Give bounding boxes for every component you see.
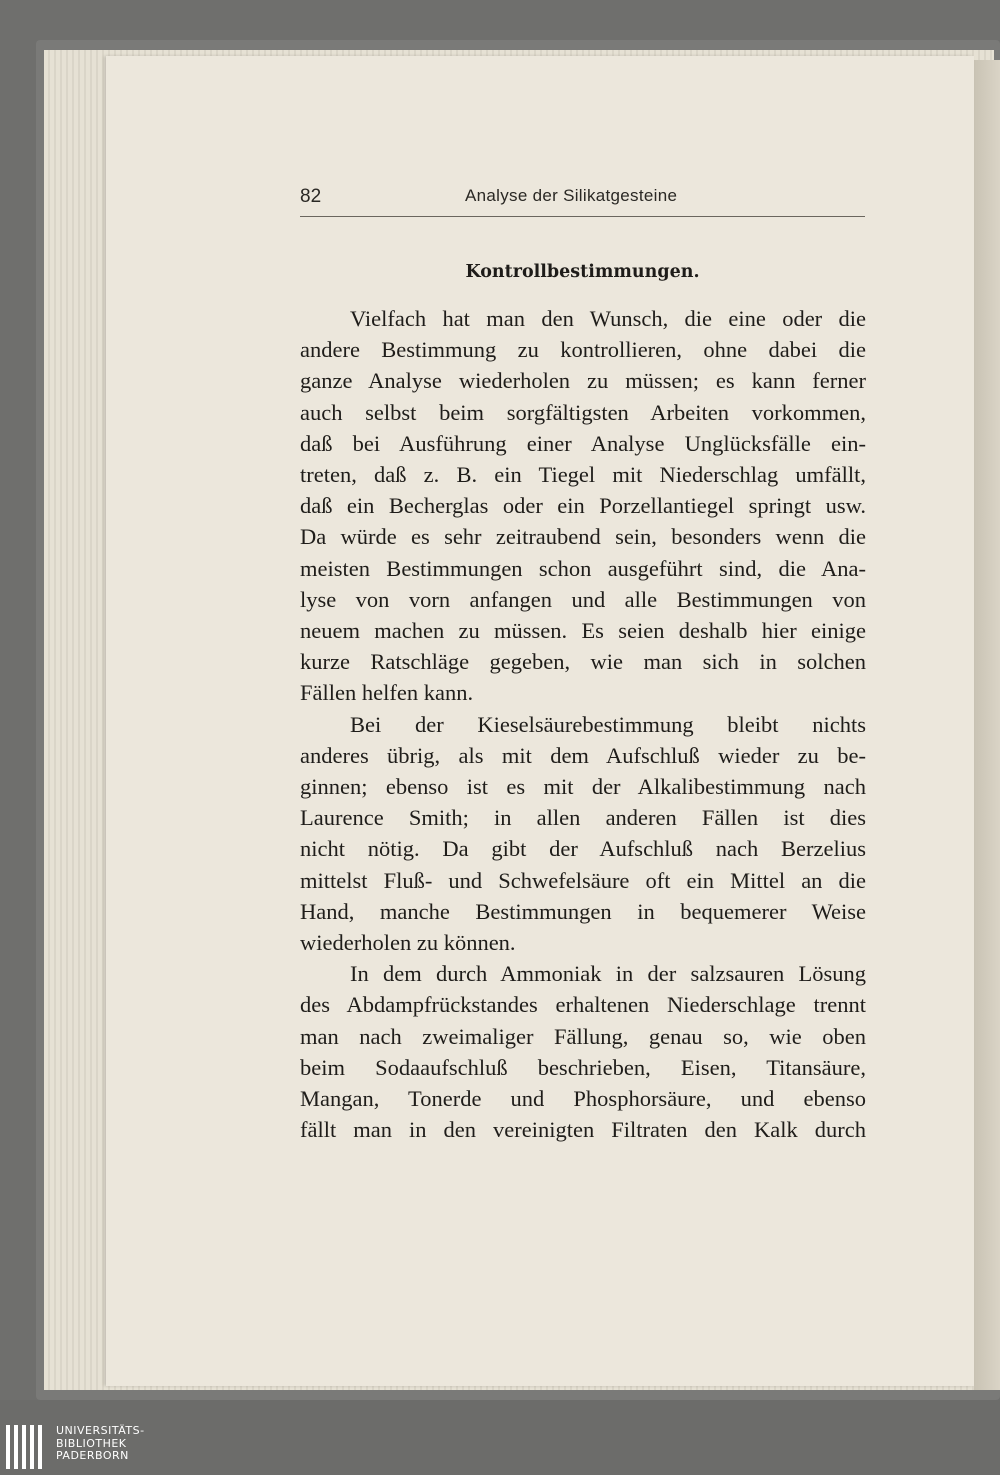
- text-line: In dem durch Ammoniak in der salzsauren Lösung: [350, 961, 866, 987]
- paragraph-1: [300, 303, 866, 709]
- section-heading: Kontrollbestimmungen.: [465, 262, 700, 282]
- paragraph-2: [300, 709, 866, 959]
- text-line: fällt man in den vereinigten Filtraten den Kalk durch: [300, 1117, 866, 1143]
- paragraph-3: [300, 958, 866, 1145]
- text-line: meisten Bestimmungen schon ausgeführt sind, die Ana-: [300, 555, 866, 581]
- page-number: 82: [300, 186, 322, 207]
- text-line: lyse von vorn anfangen und alle Bestimmungen von: [300, 586, 866, 612]
- body-text: [300, 303, 866, 1145]
- text-line: Bei der Kieselsäurebestimmung bleibt nichts: [350, 711, 866, 737]
- text-line: beim Sodaaufschluß beschrieben, Eisen, Titansäure,: [300, 1054, 866, 1080]
- running-title: Analyse der Silikatgesteine: [465, 186, 678, 205]
- text-line: daß ein Becherglas oder ein Porzellantiegel springt usw.: [300, 493, 866, 519]
- text-line: daß bei Ausführung einer Analyse Unglücksfälle ein-: [300, 430, 866, 456]
- text-line: anderes übrig, als mit dem Aufschluß wieder zu be-: [300, 742, 866, 768]
- text-line: nicht nötig. Da gibt der Aufschluß nach Berzelius: [300, 836, 866, 862]
- running-header: [300, 182, 865, 217]
- text-line: mittelst Fluß- und Schwefelsäure oft ein Mittel an die: [300, 867, 866, 893]
- text-line: treten, daß z. B. ein Tiegel mit Niederschlag umfällt,: [300, 462, 866, 488]
- logo-line-3: PADERBORN: [56, 1449, 129, 1462]
- text-line: ganze Analyse wiederholen zu müssen; es kann ferner: [300, 368, 866, 394]
- text-line: wiederholen zu können.: [300, 930, 516, 956]
- logo-line-1: UNIVERSITÄTS-: [56, 1424, 145, 1437]
- text-line: auch selbst beim sorgfältigsten Arbeiten vorkommen,: [300, 399, 866, 425]
- text-line: ginnen; ebenso ist es mit der Alkalibestimmung nach: [300, 774, 866, 800]
- library-logo-text: [56, 1425, 145, 1463]
- text-line: man nach zweimaliger Fällung, genau so, wie oben: [300, 1023, 866, 1049]
- logo-line-2: BIBLIOTHEK: [56, 1436, 127, 1450]
- text-line: Hand, manche Bestimmungen in bequemerer Weise: [300, 898, 866, 924]
- text-line: Da würde es sehr zeitraubend sein, besonders wenn die: [300, 524, 866, 550]
- text-line: andere Bestimmung zu kontrollieren, ohne dabei die: [300, 337, 866, 363]
- text-line: kurze Ratschläge gegeben, wie man sich in solchen: [300, 649, 866, 675]
- scan-footer: [0, 1400, 1000, 1475]
- text-line: Laurence Smith; in allen anderen Fällen ist dies: [300, 805, 866, 831]
- text-line: neuem machen zu müssen. Es seien deshalb hier einige: [300, 618, 866, 644]
- text-line: Vielfach hat man den Wunsch, die eine oder die: [350, 306, 866, 331]
- text-line: Fällen helfen kann.: [300, 680, 474, 706]
- right-page-edge: [974, 60, 1000, 1390]
- text-line: des Abdampfrückstandes erhaltenen Niederschlage trennt: [300, 992, 866, 1018]
- text-line: Mangan, Tonerde und Phosphorsäure, und ebenso: [300, 1086, 866, 1112]
- library-logo-icon: [4, 1423, 48, 1473]
